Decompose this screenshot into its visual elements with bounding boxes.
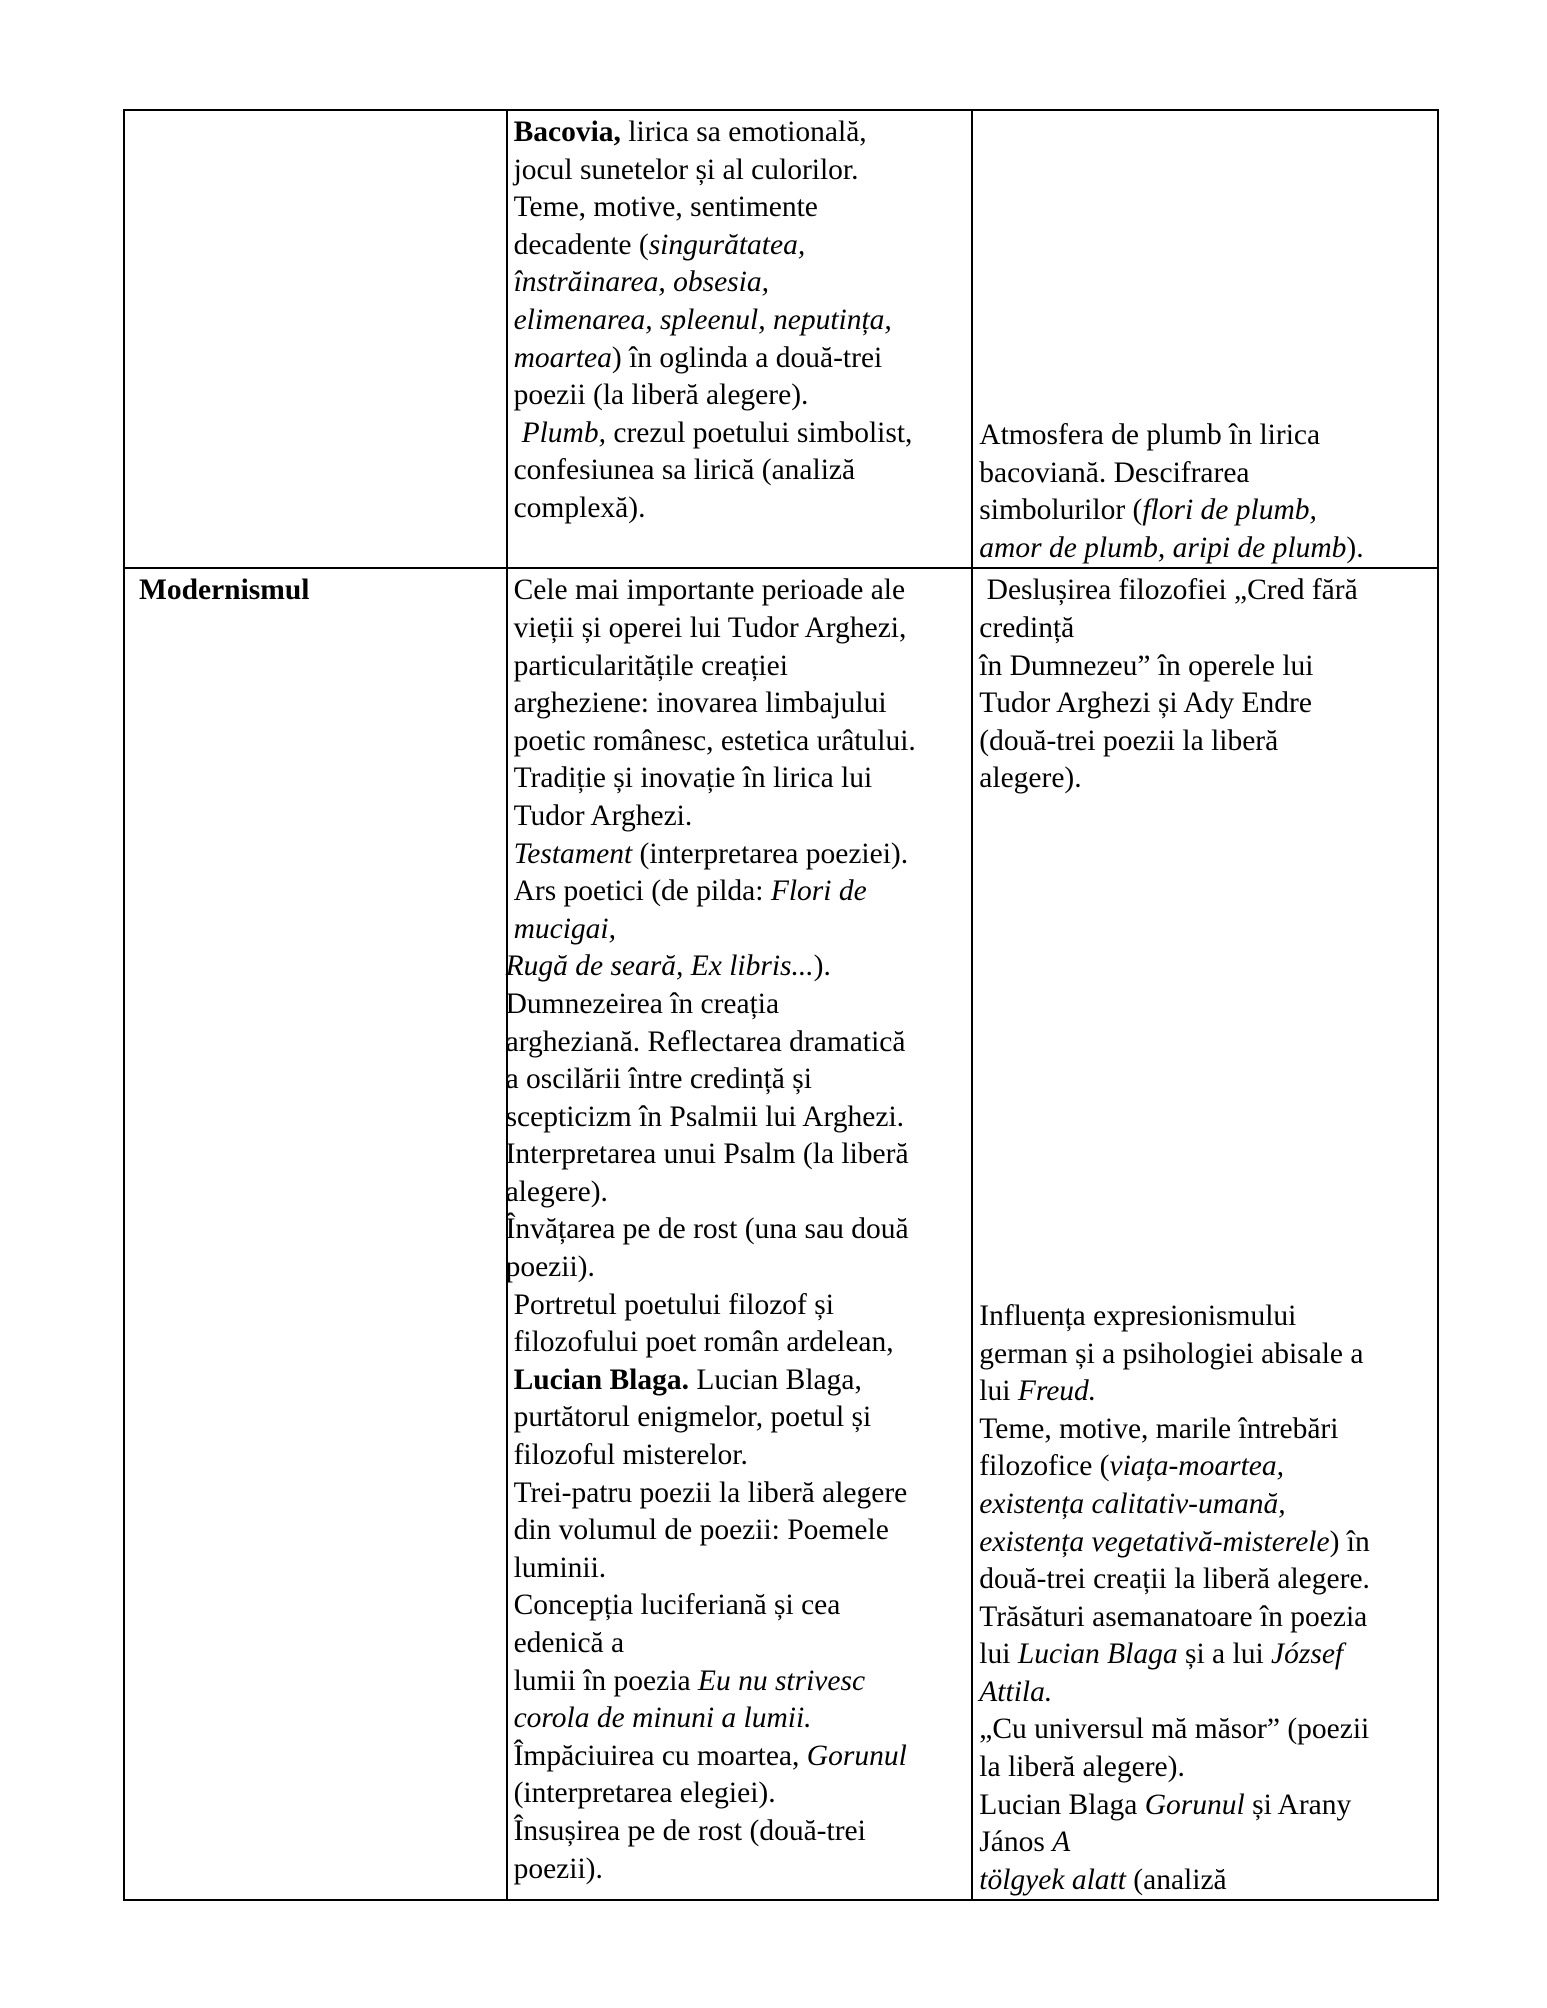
content-line: confesiunea sa lirică (analiză: [513, 454, 856, 487]
content-line: poezii).: [505, 1251, 595, 1284]
content-line: argheziene: inovarea limbajului: [513, 687, 887, 720]
content-line: Ars poetici (de pilda: Flori de: [513, 875, 867, 908]
content-line: Lucian Blaga. Lucian Blaga,: [513, 1363, 862, 1396]
content-line: elimenarea, spleenul, neputința,: [513, 303, 892, 336]
extension-line: filozofice (viața-moartea,: [979, 1450, 1285, 1483]
extension-line: lui Lucian Blaga și a lui József: [979, 1638, 1344, 1671]
content-line: Învățarea pe de rost (una sau două: [505, 1213, 909, 1246]
content-line: purtătorul enigmelor, poetul și: [513, 1401, 872, 1434]
extension-line: în Dumnezeu” în operele lui: [979, 649, 1314, 682]
content-line: a oscilării între credință și: [505, 1063, 812, 1096]
curriculum-table: [123, 109, 1439, 1901]
content-line: edenică a: [513, 1627, 625, 1659]
extension-line: alegere).: [979, 762, 1082, 795]
extension-line: Influența expresionismului: [979, 1299, 1297, 1332]
extension-line: la liberă alegere).: [979, 1751, 1185, 1784]
extension-line: două-trei creații la liberă alegere.: [979, 1563, 1370, 1596]
content-line: filozoful misterelor.: [513, 1439, 748, 1472]
extension-line: Trăsături asemanatoare în poezia: [979, 1600, 1368, 1633]
extension-line: (două-trei poezii la liberă: [979, 724, 1279, 757]
content-line: Rugă de seară, Ex libris...).: [505, 950, 831, 983]
table-row: [124, 568, 1438, 1900]
extension-cell: [972, 568, 1438, 1900]
extension-line: Deslușirea filozofiei „Cred fără: [979, 574, 1358, 607]
content-line: Concepția luciferiană și cea: [513, 1589, 841, 1622]
content-line: înstrăinarea, obsesia,: [513, 266, 769, 299]
content-line: jocul sunetelor și al culorilor.: [513, 153, 859, 186]
content-line: Interpretarea unui Psalm (la liberă: [505, 1138, 909, 1171]
content-line: mucigai,: [513, 912, 616, 945]
extension-line: „Cu universul mă măsor” (poezii: [979, 1713, 1370, 1746]
extension-line: credință: [979, 611, 1075, 644]
content-line: corola de minuni a lumii.: [513, 1702, 812, 1735]
table-row: [124, 110, 1438, 568]
extension-line: german și a psihologiei abisale a: [979, 1337, 1364, 1370]
content-line: Bacovia, lirica sa emotională,: [513, 116, 867, 148]
content-line: complexă).: [513, 491, 646, 524]
content-line: Cele mai importante perioade ale: [513, 574, 906, 607]
content-line: luminii.: [513, 1551, 607, 1584]
period-cell: [124, 568, 507, 1900]
extension-line: Tudor Arghezi și Ady Endre: [979, 687, 1312, 720]
extension-line: Lucian Blaga Gorunul și Arany: [979, 1788, 1352, 1821]
content-line: Portretul poetului filozof și: [513, 1288, 834, 1321]
content-line: vieții și operei lui Tudor Arghezi,: [513, 611, 907, 644]
extension-line: existența vegetativă-misterele) în: [979, 1525, 1370, 1558]
content-line: decadente (singurătatea,: [513, 228, 806, 261]
extension-line: existența calitativ-umană,: [979, 1487, 1286, 1520]
content-line: scepticizm în Psalmii lui Arghezi.: [505, 1100, 905, 1133]
period-cell: [124, 110, 507, 568]
content-line: alegere).: [505, 1175, 608, 1208]
content-line: Împăciuirea cu moartea, Gorunul: [513, 1739, 907, 1772]
content-line: Dumnezeirea în creația: [505, 987, 780, 1020]
period-label: Modernismul: [139, 574, 310, 607]
extension-line: lui Freud.: [979, 1375, 1097, 1408]
content-line: Plumb, crezul poetului simbolist,: [521, 416, 913, 449]
content-line: lumii în poezia Eu nu strivesc: [513, 1664, 866, 1697]
content-line: particularitățile creației: [513, 649, 788, 682]
extension-line: Teme, motive, marile întrebări: [979, 1412, 1339, 1445]
content-line: filozofului poet român ardelean,: [513, 1326, 894, 1359]
extension-line: bacoviană. Descifrarea: [979, 456, 1250, 489]
content-line: Tudor Arghezi.: [513, 799, 693, 832]
content-line: Trei-patru poezii la liberă alegere: [513, 1476, 908, 1509]
content-line: Tradiție și inovație în lirica lui: [513, 762, 873, 795]
content-line: (interpretarea elegiei).: [513, 1777, 776, 1810]
extension-cell: [972, 110, 1438, 568]
extension-line: tölgyek alatt (analiză: [979, 1863, 1227, 1896]
extension-line: simbolurilor (flori de plumb,: [979, 494, 1317, 527]
content-line: poetic românesc, estetica urâtului.: [513, 724, 916, 757]
content-line: Însușirea pe de rost (două-trei: [513, 1814, 866, 1847]
extension-line: Atmosfera de plumb în lirica: [979, 419, 1321, 451]
content-line: Teme, motive, sentimente: [513, 191, 818, 224]
content-cell: [507, 568, 973, 1900]
content-line: moartea) în oglinda a două-trei: [513, 341, 883, 374]
extension-line: János A: [979, 1826, 1071, 1859]
content-line: Testament (interpretarea poeziei).: [513, 837, 909, 870]
content-line: poezii).: [513, 1852, 603, 1885]
content-line: argheziană. Reflectarea dramatică: [505, 1025, 906, 1058]
extension-line: amor de plumb, aripi de plumb).: [979, 531, 1364, 564]
content-line: poezii (la liberă alegere).: [513, 379, 809, 412]
extension-line: Attila.: [979, 1675, 1053, 1708]
content-cell: [507, 110, 973, 568]
content-line: din volumul de poezii: Poemele: [513, 1514, 889, 1547]
